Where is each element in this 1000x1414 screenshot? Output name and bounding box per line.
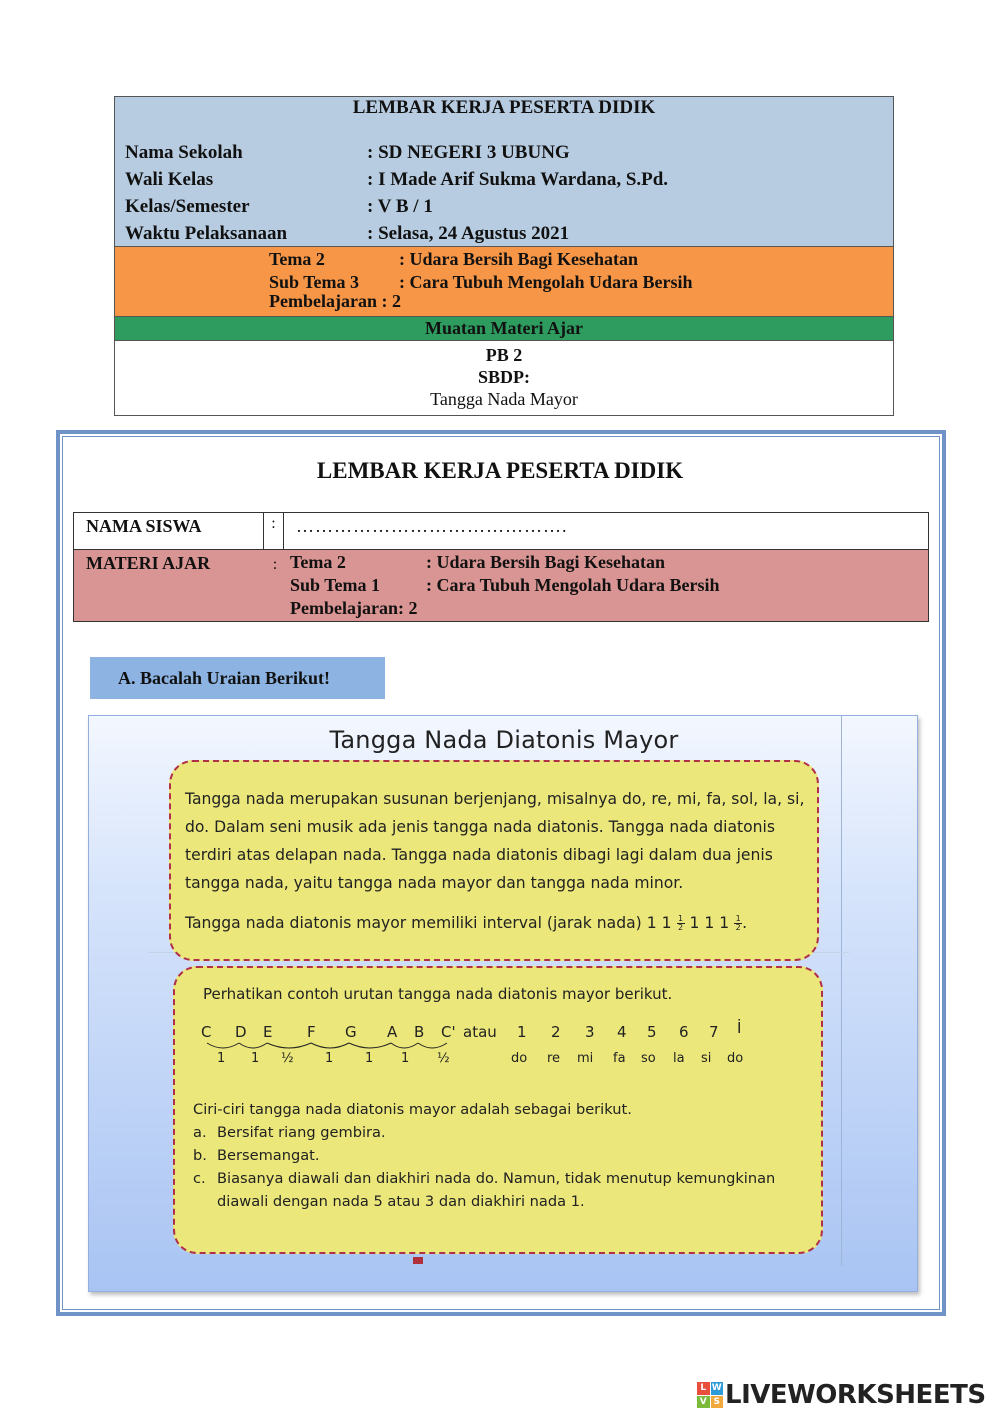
materi-label: MATERI AJAR <box>86 553 211 573</box>
feature-text: Bersifat riang gembira. <box>217 1124 386 1141</box>
note-letter: D <box>235 1023 247 1041</box>
note-number: 5 <box>647 1023 657 1041</box>
info-value: : I Made Arif Sukma Wardana, S.Pd. <box>367 169 669 190</box>
student-name-field[interactable]: ……………………………………. <box>296 516 568 536</box>
materi-theme-value: : Udara Bersih Bagi Kesehatan <box>426 552 666 572</box>
feature-item-continued: diawali dengan nada 5 atau 3 dan diakhiri nada 1. <box>217 1193 585 1210</box>
solfege: mi <box>577 1051 594 1066</box>
red-marker <box>413 1257 423 1264</box>
student-table <box>73 512 929 622</box>
brand-logo-icon <box>697 1382 723 1408</box>
interval-value: ½ <box>281 1051 294 1066</box>
logo-cell: S <box>711 1396 724 1409</box>
materi-subtheme-value: : Cara Tubuh Mengolah Udara Bersih <box>426 575 720 595</box>
note-letter: A <box>387 1023 398 1041</box>
theme-label: Tema 2 <box>269 249 325 269</box>
worksheet-title: LEMBAR KERJA PESERTA DIDIK <box>316 458 684 483</box>
subtheme-label: Sub Tema 3 <box>269 272 360 292</box>
solfege: do <box>511 1051 528 1066</box>
note-number: 6 <box>679 1023 689 1041</box>
feature-text: Bersemangat. <box>217 1147 320 1164</box>
logo-cell: W <box>711 1383 722 1394</box>
definition-line: terdiri atas delapan nada. Tangga nada diatonis dibagi lagi dalam dua jenis <box>185 846 773 864</box>
materi-lines <box>286 550 720 621</box>
note-number: 3 <box>585 1023 595 1041</box>
feature-item <box>193 1121 775 1144</box>
pb-label: PB 2 <box>485 345 523 365</box>
note-number: 2 <box>551 1023 561 1041</box>
materi-row <box>74 550 928 621</box>
subtheme-row <box>269 272 693 292</box>
note-letter: C <box>201 1023 212 1041</box>
info-row-class <box>125 196 433 218</box>
example-intro: Perhatikan contoh urutan tangga nada diatonis mayor berikut. <box>203 985 673 1003</box>
interval-value: 1 <box>251 1051 260 1066</box>
note-number: 7 <box>709 1023 719 1041</box>
info-value: : SD NEGERI 3 UBUNG <box>367 142 570 163</box>
definition-box <box>169 760 819 961</box>
theme-section <box>115 247 893 317</box>
info-label: Waktu Pelaksanaan <box>125 223 288 244</box>
solfege: la <box>673 1051 685 1066</box>
logo-cell: L <box>697 1382 710 1395</box>
note-letter: E <box>263 1023 273 1041</box>
solfege: si <box>701 1051 712 1066</box>
school-info-section <box>115 97 893 247</box>
subject-label: SBDP: <box>477 367 530 387</box>
materi-subtheme <box>290 574 720 597</box>
note-number: 4 <box>617 1023 627 1041</box>
materi-lesson-label: Pembelajaran: 2 <box>290 598 418 618</box>
atau-label: atau <box>463 1023 497 1041</box>
header-table <box>114 96 894 416</box>
frac-num: 1 <box>677 914 684 923</box>
info-label: Kelas/Semester <box>125 196 250 217</box>
half-fraction <box>677 915 685 932</box>
feature-key: b. <box>193 1147 207 1164</box>
interval-value: 1 <box>325 1051 334 1066</box>
interval-line: Tangga nada diatonis mayor memiliki interval (jarak nada) 1 1 $\frac{1}{2}$ 1 1 1 $\frac{1}{2}$ . <box>185 914 748 932</box>
feature-text: Biasanya diawali dan diakhiri nada do. Namun, tidak menutup kemungkinan <box>217 1170 776 1187</box>
solfege: so <box>641 1051 656 1066</box>
feature-key: c. <box>193 1170 206 1187</box>
interval-text: Tangga nada diatonis mayor memiliki interval (jarak nada) 1 1 <box>185 914 672 932</box>
topic-label: Tangga Nada Mayor <box>430 389 578 409</box>
subtheme-value: : Cara Tubuh Mengolah Udara Bersih <box>399 272 693 292</box>
frac-den: 2 <box>677 923 684 932</box>
name-colon: : <box>264 513 284 549</box>
muatan-bar: Muatan Materi Ajar <box>115 317 893 341</box>
info-row-school <box>125 142 570 164</box>
solfege: fa <box>613 1051 626 1066</box>
feature-item <box>193 1167 775 1190</box>
interval-value: 1 <box>365 1051 374 1066</box>
theme-row <box>269 249 638 269</box>
note-number: İ <box>737 1019 742 1037</box>
features-intro: Ciri-ciri tangga nada diatonis mayor adalah sebagai berikut. <box>193 1101 632 1118</box>
note-letter: G <box>345 1023 357 1041</box>
interval-value: 1 <box>217 1051 226 1066</box>
interval-tail: 1 1 1 <box>689 914 730 932</box>
liveworksheets-logo[interactable] <box>697 1378 986 1412</box>
definition-line: do. Dalam seni musik ada jenis tangga nada diatonis. Tangga nada diatonis <box>185 818 776 836</box>
lesson-picture <box>88 715 918 1292</box>
materi-subtheme-label: Sub Tema 1 <box>290 575 381 595</box>
section-a-heading: A. Bacalah Uraian Berikut! <box>90 657 385 699</box>
frac-den: 2 <box>735 923 741 932</box>
interval-value: 1 <box>401 1051 410 1066</box>
info-value: : Selasa, 24 Agustus 2021 <box>367 223 570 244</box>
half-fraction <box>734 915 742 932</box>
note-letter: B <box>414 1023 425 1041</box>
lesson-label: Pembelajaran : 2 <box>269 291 401 311</box>
solfege: do <box>727 1051 744 1066</box>
logo-cell: V <box>697 1396 710 1409</box>
materi-theme <box>290 551 720 574</box>
interval-value: ½ <box>437 1051 450 1066</box>
definition-line: tangga nada, yaitu tangga nada mayor dan tangga nada minor. <box>185 874 684 892</box>
example-box <box>173 966 823 1254</box>
brand-text: LIVEWORKSHEETS <box>725 1380 986 1410</box>
materi-colon: : <box>272 556 278 573</box>
student-name-row <box>74 513 928 550</box>
note-letter: C' <box>441 1023 456 1041</box>
features-list <box>193 1098 775 1213</box>
feature-item <box>193 1144 775 1167</box>
solfege: re <box>547 1051 561 1066</box>
theme-value: : Udara Bersih Bagi Kesehatan <box>399 249 639 269</box>
info-label: Nama Sekolah <box>125 142 243 163</box>
picture-divider <box>841 716 842 1266</box>
subject-section <box>115 341 893 415</box>
lesson-row <box>269 291 401 311</box>
name-label: NAMA SISWA <box>74 513 264 549</box>
info-label: Wali Kelas <box>125 169 214 190</box>
note-letter: F <box>307 1023 316 1041</box>
note-number: 1 <box>517 1023 527 1041</box>
picture-title: Tangga Nada Diatonis Mayor <box>329 726 679 754</box>
header-title: LEMBAR KERJA PESERTA DIDIK <box>352 97 656 118</box>
frac-num: 1 <box>735 914 741 923</box>
definition-line: Tangga nada merupakan susunan berjenjang, misalnya do, re, mi, fa, sol, la, si, <box>185 790 805 808</box>
info-row-teacher <box>125 169 668 191</box>
materi-lesson <box>290 597 720 620</box>
info-value: : V B / 1 <box>367 196 433 217</box>
feature-key: a. <box>193 1124 207 1141</box>
info-row-time <box>125 223 569 245</box>
materi-theme-label: Tema 2 <box>290 552 346 572</box>
